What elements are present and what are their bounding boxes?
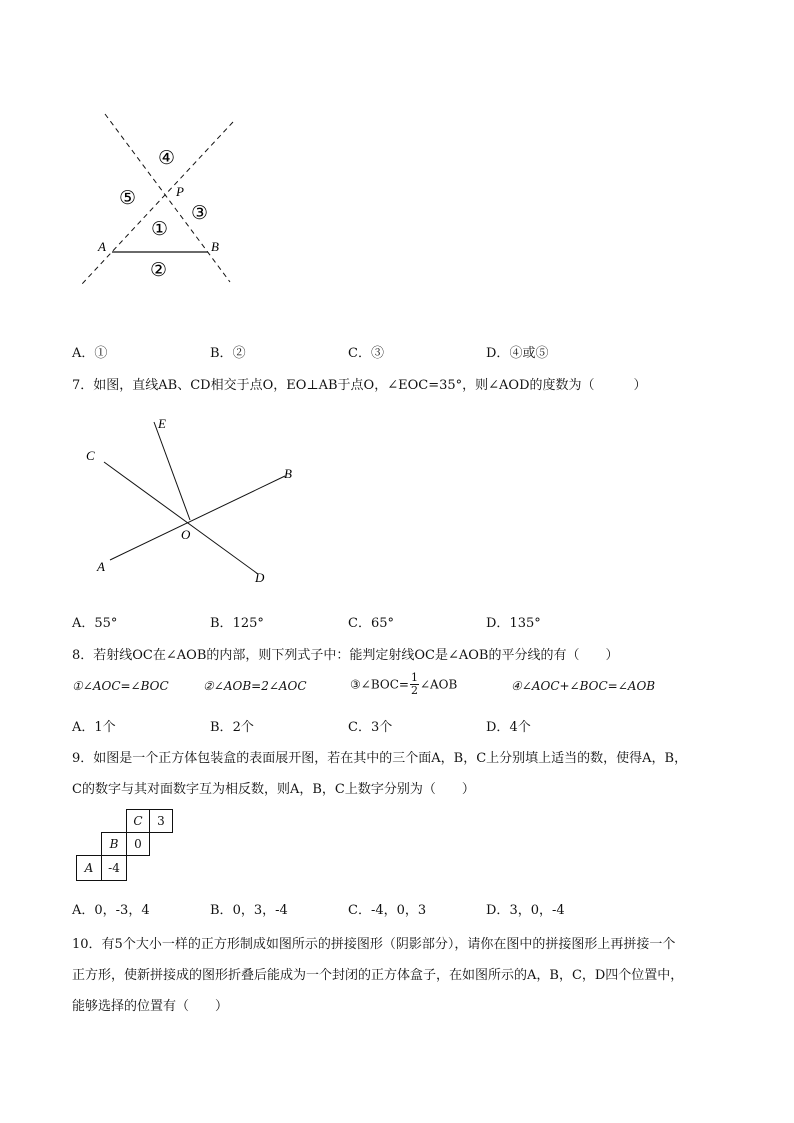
option-letter: D． <box>486 903 510 918</box>
q6-region-3: ③ <box>191 203 209 224</box>
q9-stem-line2: C的数字与其对面数字互为相反数，则A，B，C上数字分别为（ ） <box>72 782 475 797</box>
option-letter: C． <box>348 616 371 631</box>
option-letter: C． <box>348 720 371 735</box>
q10-stem-line3: 能够选择的位置有（ ） <box>72 999 229 1014</box>
q10-stem-line1: 10．有5个大小一样的正方形制成如图所示的拼接图形（阴影部分），请你在图中的拼接图形上再拼接一个 <box>72 937 676 952</box>
q8-option-d[interactable] <box>486 716 531 735</box>
q8-condition-3 <box>350 672 457 697</box>
option-text: 2个 <box>232 720 254 735</box>
q7-line-ab <box>110 476 285 560</box>
option-text: -4，0，3 <box>370 903 427 918</box>
q6-region-2: ② <box>150 260 168 281</box>
q8-condition-1: ①∠AOC=∠BOC <box>72 679 169 693</box>
option-letter: B． <box>210 346 233 361</box>
q7-option-c[interactable] <box>348 612 394 631</box>
q7-option-b[interactable] <box>210 612 264 631</box>
option-letter: A． <box>72 903 95 918</box>
q6-option-d[interactable] <box>486 342 548 361</box>
q7-option-d[interactable] <box>486 612 541 631</box>
q8-condition-2: ②∠AOB=2∠AOC <box>203 679 307 693</box>
option-text: 125° <box>232 616 264 631</box>
net-cell-c: C <box>126 809 150 833</box>
option-text: 0，3，-4 <box>232 903 288 918</box>
option-text: ② <box>232 346 246 361</box>
q7-label-o: O <box>181 527 191 542</box>
q9-option-a[interactable] <box>72 899 150 918</box>
q6-label-b: B <box>211 239 219 254</box>
net-cell-a: A <box>76 855 102 881</box>
net-cell-3: 3 <box>149 809 173 833</box>
option-text: 55° <box>94 616 118 631</box>
q7-label-d: D <box>255 570 265 585</box>
q6-figure <box>70 108 250 293</box>
option-letter: A． <box>72 616 95 631</box>
option-letter: B． <box>210 903 233 918</box>
q9-cube-net <box>76 809 176 883</box>
option-text: 65° <box>370 616 394 631</box>
q6-region-4: ④ <box>158 148 176 169</box>
q9-stem-line1: 9．如图是一个正方体包装盒的表面展开图，若在其中的三个面A，B，C上分别填上适当的数，使得A，B， <box>72 751 688 766</box>
q6-label-a: A <box>98 239 106 254</box>
q9-option-d[interactable] <box>486 899 565 918</box>
q8-option-b[interactable] <box>210 716 254 735</box>
q7-ray-eo <box>154 422 190 520</box>
net-cell-0: 0 <box>126 832 150 856</box>
option-letter: B． <box>210 616 233 631</box>
option-text: 135° <box>509 616 541 631</box>
q6-region-1: ① <box>151 219 169 240</box>
q9-option-b[interactable] <box>210 899 288 918</box>
fraction-denominator: 2 <box>410 684 418 697</box>
q6-option-b[interactable] <box>210 342 246 361</box>
q6-option-c[interactable] <box>348 342 384 361</box>
option-text: 3个 <box>370 720 393 735</box>
option-letter: C． <box>348 903 371 918</box>
q6-label-p: P <box>176 184 184 199</box>
option-letter: A． <box>72 346 95 361</box>
option-letter: A． <box>72 720 95 735</box>
q8-c3-suffix: ∠AOB <box>419 677 458 692</box>
q8-c3-prefix: ③∠BOC= <box>350 677 409 692</box>
q8-option-a[interactable] <box>72 716 116 735</box>
q7-label-c: C <box>86 448 95 463</box>
q8-c3-fraction <box>410 672 419 697</box>
q8-condition-4: ④∠AOC+∠BOC=∠AOB <box>511 679 656 693</box>
option-text: 0，-3，4 <box>94 903 150 918</box>
option-letter: D． <box>486 720 510 735</box>
option-text: 1个 <box>94 720 116 735</box>
q10-stem-line2: 正方形，使新拼接成的图形折叠后能成为一个封闭的正方体盒子，在如图所示的A，B，C，D四个位置中， <box>72 968 684 983</box>
q8-option-c[interactable] <box>348 716 392 735</box>
q7-stem: 7．如图，直线AB、CD相交于点O，EO⊥AB于点O，∠EOC=35°，则∠AOD的度数为（ ） <box>72 378 647 393</box>
option-text: 4个 <box>509 720 531 735</box>
fraction-numerator: 1 <box>410 671 418 684</box>
option-letter: D． <box>486 346 510 361</box>
q7-label-b: B <box>284 466 292 481</box>
q7-label-a: A <box>97 559 105 574</box>
option-text: ① <box>94 346 108 361</box>
q7-label-e: E <box>158 416 166 431</box>
option-letter: B． <box>210 720 233 735</box>
option-text: 3，0，-4 <box>509 903 565 918</box>
net-cell-b: B <box>101 832 127 856</box>
q9-option-c[interactable] <box>348 899 426 918</box>
q6-option-a[interactable] <box>72 342 107 361</box>
net-cell-neg4: -4 <box>101 855 127 881</box>
q8-stem: 8．若射线OC在∠AOB的内部，则下列式子中：能判定射线OC是∠AOB的平分线的有（ ） <box>72 648 619 663</box>
q7-figure <box>80 410 310 590</box>
q7-option-a[interactable] <box>72 612 117 631</box>
option-text: ④或⑤ <box>509 346 549 361</box>
option-text: ③ <box>370 346 384 361</box>
option-letter: C． <box>348 346 371 361</box>
q7-line-cd <box>104 462 258 574</box>
option-letter: D． <box>486 616 510 631</box>
q6-region-5: ⑤ <box>119 188 137 209</box>
